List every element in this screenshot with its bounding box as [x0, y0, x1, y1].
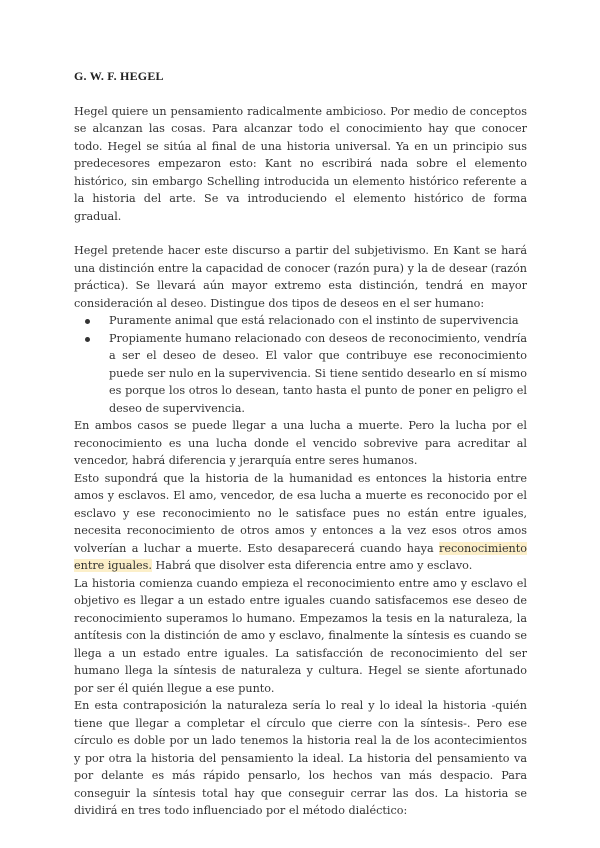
desire-types-list — [74, 312, 527, 417]
paragraph-text: Habrá que disolver esta diferencia entre amo y esclavo. — [151, 559, 473, 572]
list-item-humano: Propiamente humano relacionado con deseos de reconocimiento, vendría a ser el deseo de deseo. El valor que contribuye ese reconocimiento puede ser nulo en la supervivencia. Si tiene sentido desearlo en sí mismo es porque los otros lo desean, tanto hasta el punto de poner en peligro el deseo de supervivencia. — [74, 330, 527, 418]
paragraph-gap — [74, 225, 527, 242]
document-heading: G. W. F. HEGEL — [74, 69, 164, 83]
paragraph-lucha: En ambos casos se puede llegar a una lucha a muerte. Pero la lucha por el reconocimiento es una lucha donde el vencido sobrevive para acreditar al vencedor, habrá diferencia y jerarquía entre seres humanos. — [74, 419, 527, 467]
paragraph-contraposicion: En esta contraposición la naturaleza sería lo real y lo ideal la historia -quién tiene que llegar a completar el círculo que cierre con la síntesis-. Pero ese círculo es doble por un lado tenemos la historia real la de los acontecimientos y por otra la historia del pensamiento la ideal. La historia del pensamiento va por delante es más rápido pensarlo, los hechos van más despacio. Para conseguir la síntesis total hay que conseguir cerrar las dos. La historia se dividirá en tres todo influenciado por el método dialéctico: — [74, 699, 527, 817]
paragraph-subjetivismo: Hegel pretende hacer este discurso a partir del subjetivismo. En Kant se hará una distinción entre la capacidad de conocer (razón pura) y la de desear (razón práctica). Se llevará aún mayor extremo esta distinción, tendrá en mayor consideración al deseo. Distingue dos tipos de deseos en el ser humano: — [74, 244, 527, 310]
list-item-animal: Puramente animal que está relacionado con el instinto de supervivencia — [74, 312, 527, 330]
highlighted-text: reconocimiento entre iguales. — [74, 541, 527, 572]
paragraph-historia: La historia comienza cuando empieza el reconocimiento entre amo y esclavo el objetivo es llegar a un estado entre iguales cuando satisfacemos ese deseo de reconocimiento superamos lo humano. Empezamos la tesis en la naturaleza, la antítesis con la distinción de amo y esclavo, finalmente la síntesis es cuando se llega a un estado entre iguales. La satisfacción de reconocimiento del ser humano llega la síntesis de naturaleza y cultura. Hegel se siente afortunado por ser él quién llegue a ese punto. — [74, 576, 527, 695]
paragraph-intro: Hegel quiere un pensamiento radicalmente ambicioso. Por medio de conceptos se alcanzan las cosas. Para alcanzar todo el conocimiento hay que conocer todo. Hegel se sitúa al final de una historia universal. Ya en un principio sus predecesores empezaron esto: Kant no escribirá nada sobre el elemento histórico, sin embargo Schelling introducida un elemento histórico referente a la historia del arte. Se va introduciendo el elemento histórico de forma gradual. — [74, 104, 527, 223]
paragraph-text: Esto supondrá que la historia de la humanidad es entonces la historia entre amos y esclavos. El amo, vencedor, de esa lucha a muerte es reconocido por el esclavo y ese reconocimiento no le satisface pues no están entre iguales, necesita reconocimiento de otros amos y entonces a la vez esos otros amos volverían a luchar a muerte. Esto desaparecerá cuando haya — [74, 471, 527, 555]
paragraph-amos-esclavos — [74, 470, 527, 575]
document-body — [74, 68, 527, 820]
